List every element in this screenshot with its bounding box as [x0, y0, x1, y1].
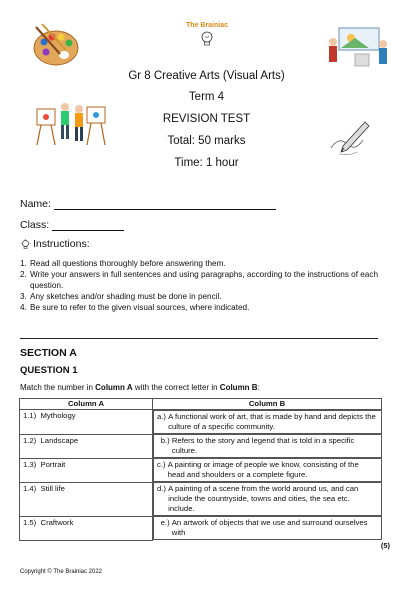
name-label: Name: — [20, 198, 51, 210]
instruction-item: 4. Be sure to refer to the given visual sources, where indicated. — [20, 303, 250, 312]
time-allowed: Time: 1 hour — [174, 157, 239, 169]
grade-subject-title: Gr 8 Creative Arts (Visual Arts) — [128, 70, 285, 82]
table-row: 1.4) Still life d.) A painting of a scene from the world around us, and can include the countryside, towns and cities, the sea etc. include. — [20, 482, 382, 516]
lightbulb-icon — [200, 31, 214, 47]
instructions-list — [20, 258, 390, 313]
class-field[interactable] — [52, 230, 124, 231]
lightbulb-icon — [20, 239, 31, 250]
instructions-heading — [20, 238, 90, 250]
section-title: SECTION A — [20, 347, 77, 359]
brainiac-logo — [172, 22, 242, 47]
section-divider — [20, 338, 378, 339]
pencil-sketch-illustration — [327, 118, 371, 158]
table-row: 1.1) Mythology a.) A functional work of art, that is made by hand and depicts the culture of a specific community. — [20, 410, 382, 435]
table-row: 1.2) Landscape b.) Refers to the story and legend that is told in a specific culture. — [20, 434, 382, 458]
column-a-header: Column A — [20, 399, 153, 410]
instruction-item: 3. Any sketches and/or shading must be done in pencil. — [20, 292, 222, 301]
instruction-item: 2. Write your answers in full sentences and using paragraphs, according to the instructions of each question. — [20, 270, 379, 290]
test-type-title: REVISION TEST — [162, 113, 251, 125]
name-field[interactable] — [54, 209, 276, 210]
copyright-footer: Copyright © The Brainiac 2022 — [20, 569, 103, 575]
question-title: QUESTION 1 — [20, 365, 78, 376]
table-row: 1.5) Craftwork e.) An artwork of objects that we use and surround ourselves with — [20, 516, 382, 540]
class-label: Class: — [20, 219, 50, 231]
total-marks: Total: 50 marks — [167, 135, 246, 147]
matching-table — [19, 398, 382, 541]
term-title: Term 4 — [188, 91, 225, 103]
art-class-illustration — [325, 24, 393, 70]
question-marks: (5) — [380, 541, 390, 550]
instruction-item: 1. Read all questions thoroughly before answering them. — [20, 259, 226, 268]
instructions-title: Instructions: — [33, 238, 90, 250]
children-painting-illustration — [33, 99, 111, 147]
match-instruction: Match the number in Column A with the correct letter in Column B: — [20, 383, 260, 392]
brand-name: The Brainiac — [185, 22, 228, 29]
table-row: 1.3) Portrait c.) A painting or image of people we know, consisting of the head and shoulders or a complete figure. — [20, 458, 382, 482]
paint-palette-illustration — [30, 22, 80, 68]
column-b-header: Column B — [153, 399, 382, 410]
